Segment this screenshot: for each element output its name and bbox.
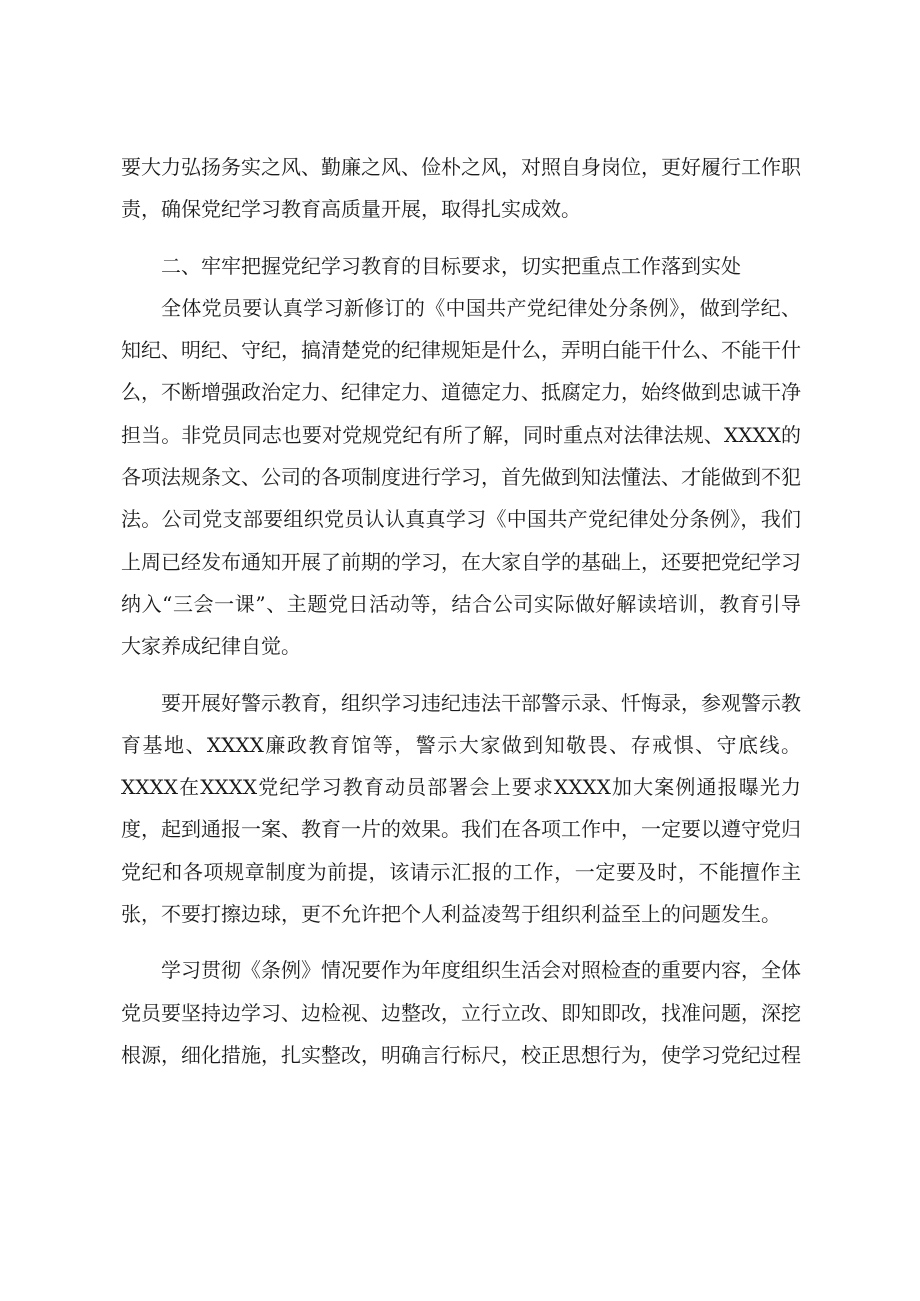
paragraph-study-regulations: 全体党员要认真学习新修订的《中国共产党纪律处分条例》，做到学纪、知纪、明纪、守纪，搞清楚党的纪律规矩是什么，弄明白能干什么、不能干什么，不断增强政治定力、纪律定力、道德定力、抵腐定力，始终做到忠诚干净担当。非党员同志也要对党规党纪有所了解，同时重点对法律法规、XXXX的各项法规条文、公司的各项制度进行学习，首先做到知法懂法、才能做到不犯法。公司党支部要组织党员认认真真学习《中国共产党纪律处分条例》，我们上周已经发布通知开展了前期的学习，在大家自学的基础上，还要把党纪学习纳入“三会一课”、主题党日活动等，结合公司实际做好解读培训，教育引导大家养成纪律自觉。 <box>121 295 801 659</box>
document-body <box>121 146 801 1076</box>
section-heading: 二、牢牢把握党纪学习教育的目标要求，切实把重点工作落到实处 <box>161 253 741 278</box>
paragraph-warning-education: 要开展好警示教育，组织学习违纪违法干部警示录、忏悔录，参观警示教育基地、XXXX廉政教育馆等，警示大家做到知敬畏、存戒惧、守底线。XXXX在XXXX党纪学习教育动员部署会上要求XXXX加大案例通报曝光力度，起到通报一案、教育一片的效果。我们在各项工作中，一定要以遵守党归党纪和各项规章制度为前提，该请示汇报的工作，一定要及时，不能擅作主张，不要打擦边球，更不允许把个人利益凌驾于组织利益至上的问题发生。 <box>121 690 801 927</box>
paragraph-self-inspection: 学习贯彻《条例》情况要作为年度组织生活会对照检查的重要内容，全体党员要坚持边学习、边检视、边整改，立行立改、即知即改，找准问题，深挖根源，细化措施，扎实整改，明确言行标尺，校正思想行为，使学习党纪过程 <box>121 958 801 1067</box>
paragraph-continuation: 要大力弘扬务实之风、勤廉之风、俭朴之风，对照自身岗位，更好履行工作职责，确保党纪学习教育高质量开展，取得扎实成效。 <box>121 155 801 222</box>
